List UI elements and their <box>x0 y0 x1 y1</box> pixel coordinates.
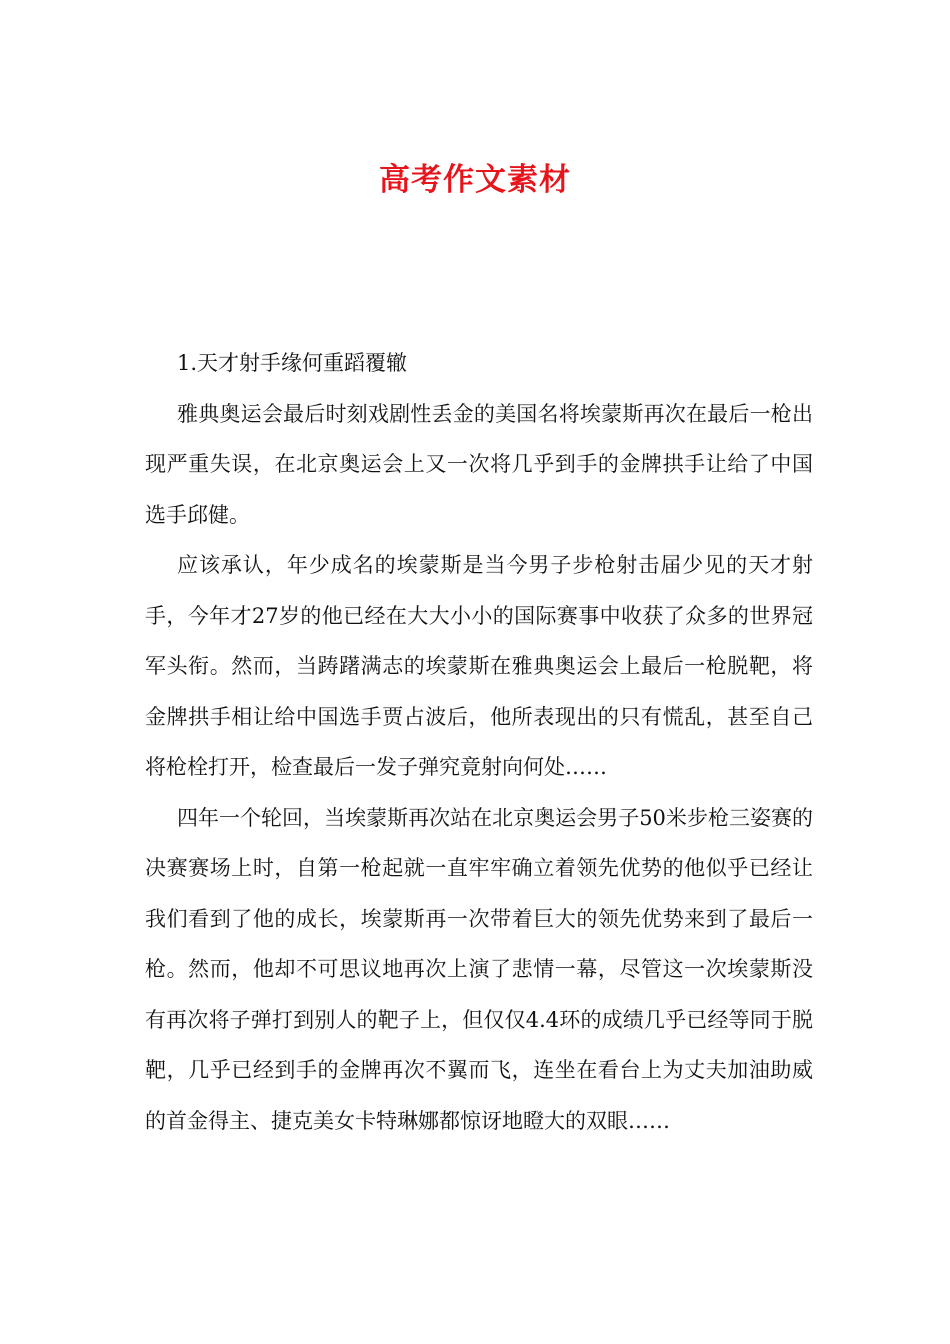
document-body <box>145 338 813 1146</box>
document-title: 高考作文素材 <box>379 162 571 198</box>
paragraph: 应该承认，年少成名的埃蒙斯是当今男子步枪射击届少见的天才射手，今年才27岁的他已经在大大小小的国际赛事中收获了众多的世界冠军头衔。然而，当踌躇满志的埃蒙斯在雅典奥运会上最后一枪脱靶，将金牌拱手相让给中国选手贾占波后，他所表现出的只有慌乱，甚至自己将枪栓打开，检查最后一发子弹究竟射向何处…… <box>145 553 813 779</box>
section-heading: 1.天才射手缘何重蹈覆辙 <box>177 351 408 375</box>
paragraph: 四年一个轮回，当埃蒙斯再次站在北京奥运会男子50米步枪三姿赛的决赛赛场上时，自第一枪起就一直牢牢确立着领先优势的他似乎已经让我们看到了他的成长，埃蒙斯再一次带着巨大的领先优势来到了最后一枪。然而，他却不可思议地再次上演了悲情一幕，尽管这一次埃蒙斯没有再次将子弹打到别人的靶子上，但仅仅4.4环的成绩几乎已经等同于脱靶，几乎已经到手的金牌再次不翼而飞，连坐在看台上为丈夫加油助威的首金得主、捷克美女卡特琳娜都惊讶地瞪大的双眼…… <box>145 805 813 1133</box>
paragraph: 雅典奥运会最后时刻戏剧性丢金的美国名将埃蒙斯再次在最后一枪出现严重失误，在北京奥运会上又一次将几乎到手的金牌拱手让给了中国选手邱健。 <box>145 401 813 527</box>
